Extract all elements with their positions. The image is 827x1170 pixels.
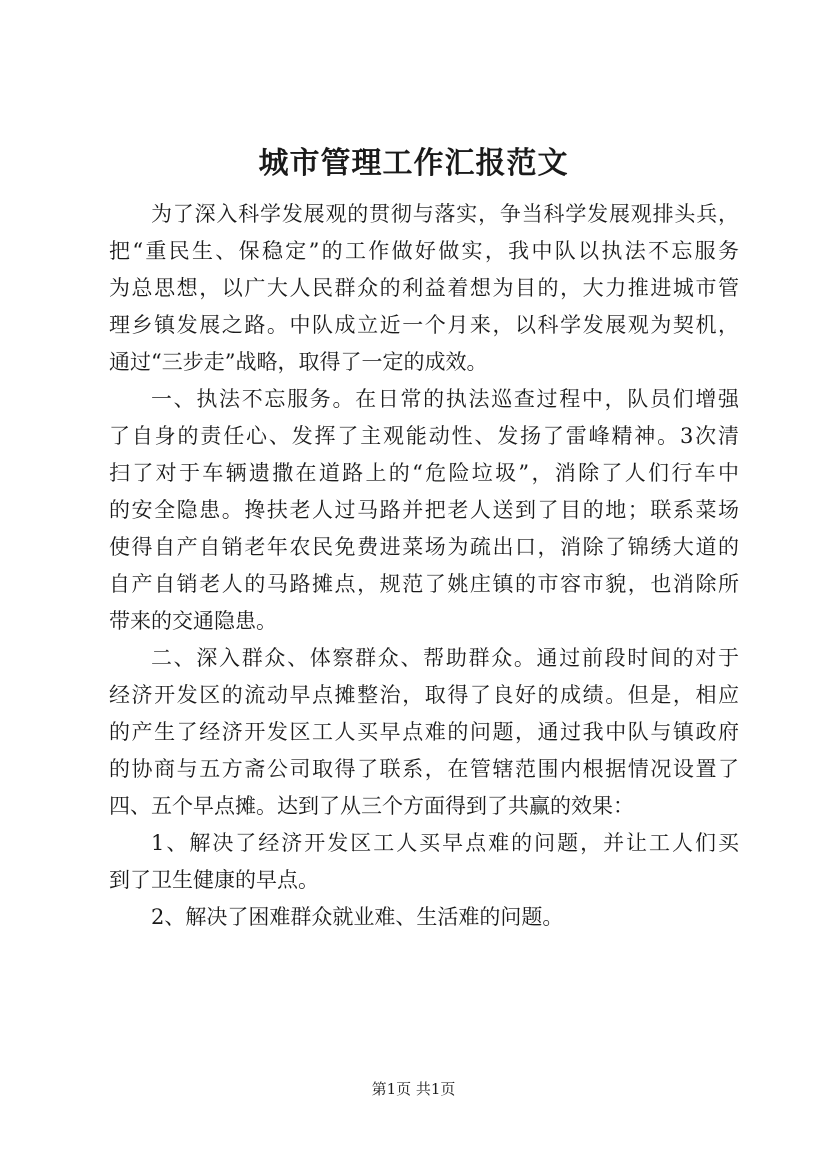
- paragraph: [109, 381, 739, 640]
- paragraph: [109, 640, 739, 825]
- text-line: 通过“三步走”战略，取得了一定的成效。: [109, 350, 488, 374]
- text-line: 扫了对于车辆遗撒在道路上的“危险垃圾”，消除了人们行车中: [109, 461, 739, 485]
- text-line: 一、执法不忘服务。在日常的执法巡查过程中，队员们增强: [151, 387, 739, 411]
- paragraph: [109, 196, 739, 381]
- page-footer: 第1页 共1页: [371, 1080, 456, 1098]
- document-body: [109, 196, 739, 936]
- text-line: 自产自销老人的马路摊点，规范了姚庄镇的市容市貌，也消除所: [109, 572, 739, 596]
- text-line: 理乡镇发展之路。中队成立近一个月来，以科学发展观为契机，: [109, 313, 739, 337]
- text-line: 的产生了经济开发区工人买早点难的问题，通过我中队与镇政府: [109, 720, 739, 744]
- text-line: 的安全隐患。搀扶老人过马路并把老人送到了目的地；联系菜场: [109, 498, 739, 522]
- text-line: 四、五个早点摊。达到了从三个方面得到了共赢的效果：: [109, 794, 634, 818]
- text-line: 为了深入科学发展观的贯彻与落实，争当科学发展观排头兵，: [151, 202, 739, 226]
- text-line: 使得自产自销老年农民免费进菜场为疏出口，消除了锦绣大道的: [109, 535, 739, 559]
- text-line: 1、解决了经济开发区工人买早点难的问题，并让工人们买: [151, 831, 739, 855]
- paragraph: [109, 825, 739, 899]
- text-line: 为总思想，以广大人民群众的利益着想为目的，大力推进城市管: [109, 276, 739, 300]
- document-title: 城市管理工作汇报范文: [258, 146, 569, 181]
- text-line: 把“重民生、保稳定”的工作做好做实，我中队以执法不忘服务: [109, 239, 739, 263]
- text-line: 的协商与五方斋公司取得了联系，在管辖范围内根据情况设置了: [109, 757, 739, 781]
- text-line: 二、深入群众、体察群众、帮助群众。通过前段时间的对于: [151, 646, 739, 670]
- text-line: 到了卫生健康的早点。: [109, 868, 319, 892]
- text-line: 2、解决了困难群众就业难、生活难的问题。: [151, 905, 564, 929]
- paragraph: [109, 899, 739, 936]
- text-line: 了自身的责任心、发挥了主观能动性、发扬了雷峰精神。3次清: [109, 424, 739, 448]
- text-line: 经济开发区的流动早点摊整治，取得了良好的成绩。但是，相应: [109, 683, 739, 707]
- text-line: 带来的交通隐患。: [109, 609, 277, 633]
